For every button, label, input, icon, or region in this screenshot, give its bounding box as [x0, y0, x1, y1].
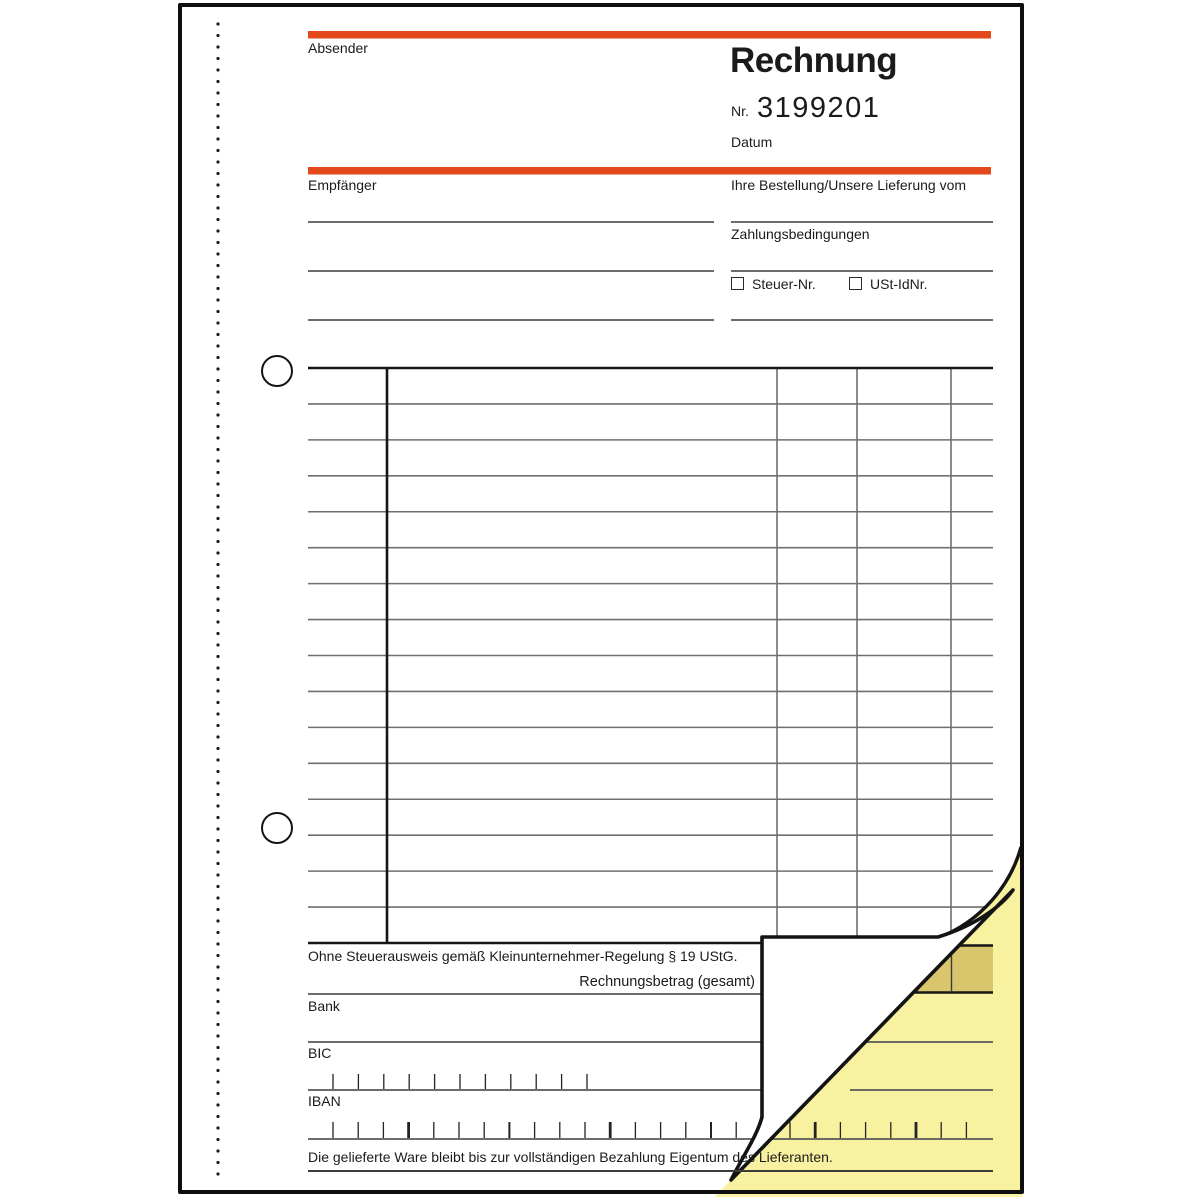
ust-idnr-label: USt-IdNr.: [870, 276, 928, 292]
iban-label: IBAN: [308, 1093, 341, 1109]
steuer-nr-checkbox[interactable]: [731, 277, 744, 290]
iban-tick-marks: [333, 1122, 736, 1138]
perforation-dots: [216, 22, 219, 1175]
bank-label: Bank: [308, 998, 340, 1014]
recipient-red-bar: [308, 167, 991, 175]
steuer-nr-label: Steuer-Nr.: [752, 276, 816, 292]
invoice-nr-value: 3199201: [757, 92, 881, 124]
page-curl-corner: [690, 840, 1024, 1197]
bic-tick-marks: [333, 1074, 587, 1089]
top-red-bar: [308, 31, 991, 39]
rechnungsbetrag-label: Rechnungsbetrag (gesamt): [579, 974, 755, 990]
kleinunternehmer-note: Ohne Steuerausweis gemäß Kleinunternehmer-Regelung § 19 UStG.: [308, 948, 738, 964]
eigentum-note: Die gelieferte Ware bleibt bis zur vollständigen Bezahlung Eigentum des Lieferanten.: [308, 1149, 833, 1165]
form-title: Rechnung: [730, 41, 898, 80]
recipient-write-lines: [308, 222, 993, 320]
eigentum-underline: [308, 1170, 993, 1172]
datum-label: Datum: [731, 134, 773, 150]
bic-label: BIC: [308, 1045, 332, 1061]
ust-idnr-checkbox[interactable]: [849, 277, 862, 290]
empfaenger-label: Empfänger: [308, 177, 377, 193]
zahlungsbedingungen-label: Zahlungsbedingungen: [731, 226, 870, 242]
punch-hole-bottom: [261, 812, 293, 844]
bestellung-label: Ihre Bestellung/Unsere Lieferung vom: [731, 177, 967, 193]
absender-label: Absender: [308, 40, 368, 56]
punch-hole-top: [261, 355, 293, 387]
invoice-nr-label: Nr.: [731, 103, 749, 119]
